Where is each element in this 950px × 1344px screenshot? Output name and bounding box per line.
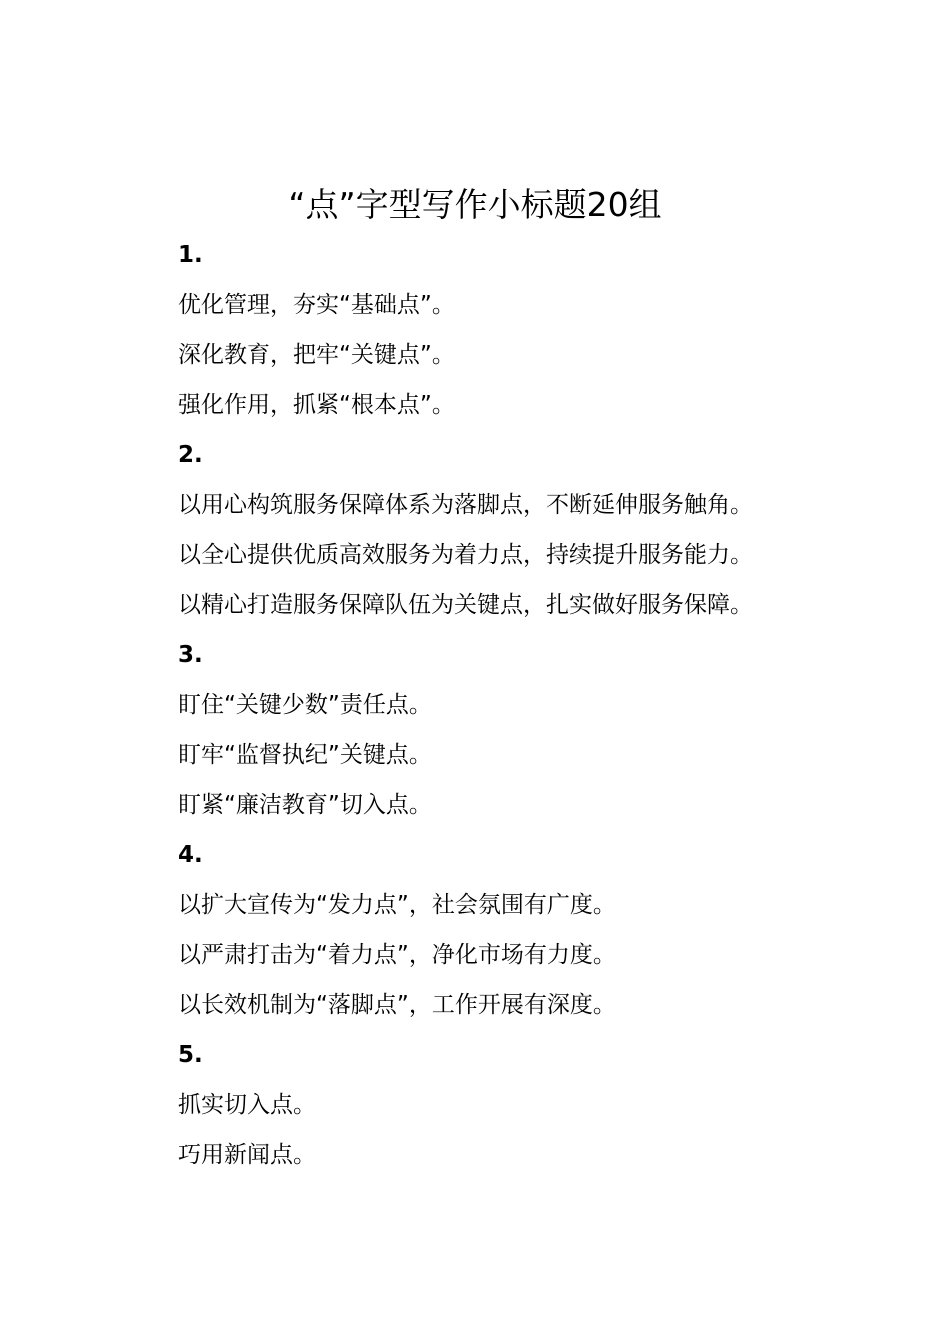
- group-line: 巧用新闻点。: [178, 1142, 316, 1168]
- document-title: “点”字型写作小标题20组: [288, 185, 662, 224]
- group-4: [178, 830, 938, 1030]
- group-3: [178, 630, 938, 830]
- group-2: [178, 430, 938, 630]
- group-line: 强化作用，抓紧“根本点”。: [178, 392, 455, 418]
- group-number: 3.: [178, 642, 203, 668]
- group-number: 1.: [178, 242, 203, 268]
- group-line: 以严肃打击为“着力点”，净化市场有力度。: [178, 942, 616, 968]
- group-line: 深化教育，把牢“关键点”。: [178, 342, 455, 368]
- group-line: 盯牢“监督执纪”关键点。: [178, 742, 432, 768]
- group-5: [178, 1030, 938, 1180]
- document-body: [178, 230, 938, 1180]
- group-1: [178, 230, 938, 430]
- group-number: 5.: [178, 1042, 203, 1068]
- group-line: 以用心构筑服务保障体系为落脚点，不断延伸服务触角。: [178, 492, 753, 518]
- group-line: 以长效机制为“落脚点”，工作开展有深度。: [178, 992, 616, 1018]
- group-line: 以扩大宣传为“发力点”，社会氛围有广度。: [178, 892, 616, 918]
- group-line: 抓实切入点。: [178, 1092, 316, 1118]
- group-line: 盯住“关键少数”责任点。: [178, 692, 432, 718]
- group-line: 以精心打造服务保障队伍为关键点，扎实做好服务保障。: [178, 592, 753, 618]
- group-line: 优化管理，夯实“基础点”。: [178, 292, 455, 318]
- group-number: 4.: [178, 842, 203, 868]
- group-number: 2.: [178, 442, 203, 468]
- group-line: 盯紧“廉洁教育”切入点。: [178, 792, 432, 818]
- group-line: 以全心提供优质高效服务为着力点，持续提升服务能力。: [178, 542, 753, 568]
